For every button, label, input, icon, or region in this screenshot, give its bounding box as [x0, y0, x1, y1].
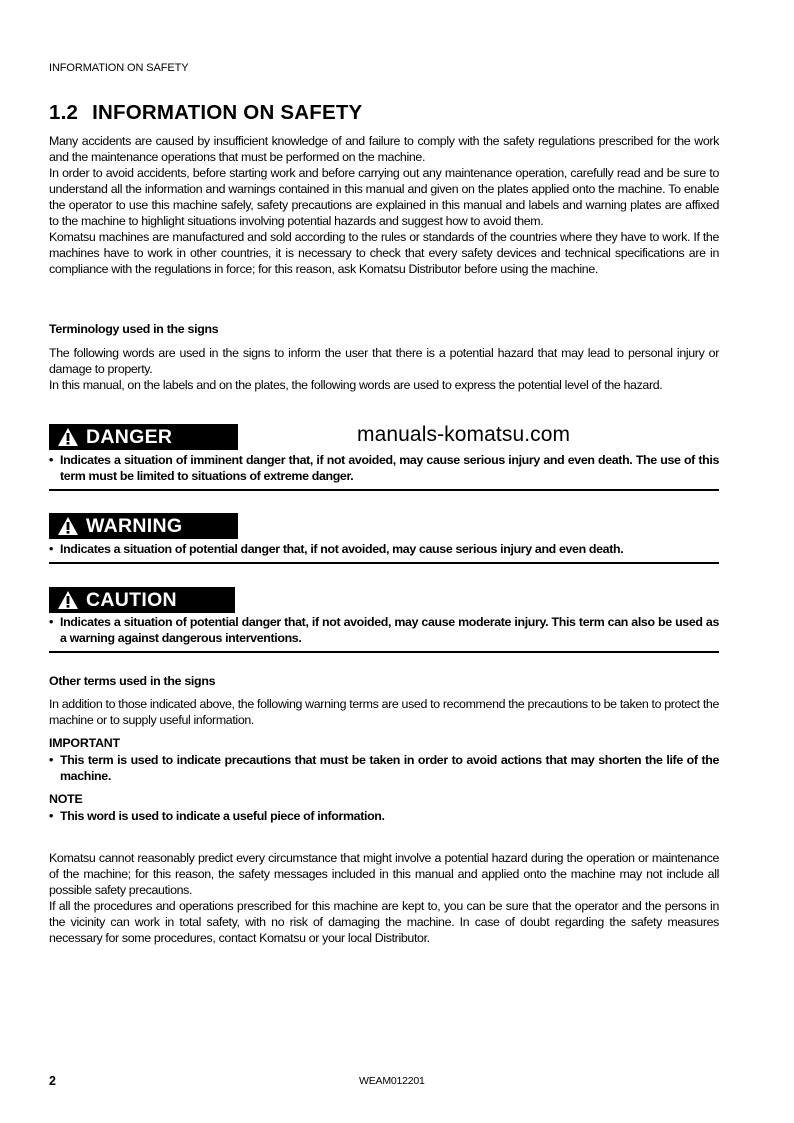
closing-paragraph: If all the procedures and operations prescribed for this machine are kept to, you can be sure that the operator and the persons in the vicinity can work in total safety, with no risk of damaging the machine. In case of doubt regarding the safety measures necessary for some procedures, contact Komatsu or your local Distributor. [49, 899, 719, 945]
warning-triangle-icon [57, 590, 79, 610]
bullet: • [49, 542, 53, 556]
intro-text [49, 133, 719, 277]
intro-paragraph: Komatsu machines are manufactured and sold according to the rules or standards of the countries where they have to work. If the machines have to work in other countries, it is necessary to check that every safety devices and technical specifications are in compliance with the regulations in force; for this reason, ask Komatsu Distributor before using the machine. [49, 230, 719, 276]
terminology-paragraph: The following words are used in the signs to inform the user that there is a potential hazard that may lead to personal injury or damage to property. [49, 346, 719, 376]
bullet: • [49, 809, 53, 823]
other-terms-text [49, 696, 719, 728]
watermark: manuals-komatsu.com [357, 423, 571, 446]
danger-description [49, 452, 719, 484]
document-code: WEAM012201 [359, 1075, 425, 1087]
divider-rule [49, 651, 719, 653]
divider-rule [49, 489, 719, 491]
warning-sign [49, 513, 238, 539]
bullet: • [49, 753, 53, 767]
bullet: • [49, 453, 53, 467]
caution-description [49, 614, 719, 646]
intro-paragraph: In order to avoid accidents, before starting work and before carrying out any maintenance operation, carefully read and be sure to understand all the information and warnings contained in this manual and given on the plates applied onto the machine. To enable the operator to use this machine safely, safety precautions are explained in this manual and labels and warning plates are affixed to the machine to highlight situations involving potential hazards and suggest how to avoid them. [49, 166, 719, 228]
section-title-text: INFORMATION ON SAFETY [92, 101, 363, 124]
warning-label: WARNING [86, 514, 183, 537]
important-description [49, 752, 719, 784]
important-text: This term is used to indicate precautions that must be taken in order to avoid actions that may shorten the life of the machine. [60, 753, 719, 783]
bullet: • [49, 615, 53, 629]
note-text: This word is used to indicate a useful piece of information. [60, 809, 385, 823]
warning-triangle-icon [57, 427, 79, 447]
caution-text: Indicates a situation of potential danger that, if not avoided, may cause moderate injury. This term can also be used as a warning against dangerous interventions. [60, 615, 719, 645]
divider-rule [49, 562, 719, 564]
danger-text: Indicates a situation of imminent danger that, if not avoided, may cause serious injury and even death. The use of this term must be limited to situations of extreme danger. [60, 453, 719, 483]
section-title [49, 101, 362, 125]
warning-text: Indicates a situation of potential danger that, if not avoided, may cause serious injury and even death. [60, 542, 624, 556]
danger-sign [49, 424, 238, 450]
running-header: INFORMATION ON SAFETY [49, 62, 189, 74]
note-description [49, 808, 719, 824]
page-number: 2 [49, 1074, 56, 1088]
terminology-paragraph: In this manual, on the labels and on the plates, the following words are used to express the potential level of the hazard. [49, 378, 663, 392]
closing-paragraph: Komatsu cannot reasonably predict every circumstance that might involve a potential hazard during the operation or maintenance of the machine; for this reason, the safety messages included in this manual and applied onto the machine may not include all possible safety precautions. [49, 851, 719, 897]
terminology-heading: Terminology used in the signs [49, 322, 219, 336]
caution-sign [49, 587, 235, 613]
other-terms-paragraph: In addition to those indicated above, the following warning terms are used to recommend the precautions to be taken to protect the machine or to supply useful information. [49, 697, 719, 727]
caution-label: CAUTION [86, 588, 177, 611]
warning-triangle-icon [57, 516, 79, 536]
danger-label: DANGER [86, 425, 173, 448]
intro-paragraph: Many accidents are caused by insufficient knowledge of and failure to comply with the safety regulations prescribed for the work and the maintenance operations that must be performed on the machine. [49, 134, 719, 164]
terminology-text [49, 345, 719, 393]
warning-description [49, 541, 719, 557]
note-label: NOTE [49, 792, 83, 806]
section-number: 1.2 [49, 101, 79, 124]
important-label: IMPORTANT [49, 736, 120, 750]
other-terms-heading: Other terms used in the signs [49, 674, 216, 688]
closing-text [49, 850, 719, 946]
